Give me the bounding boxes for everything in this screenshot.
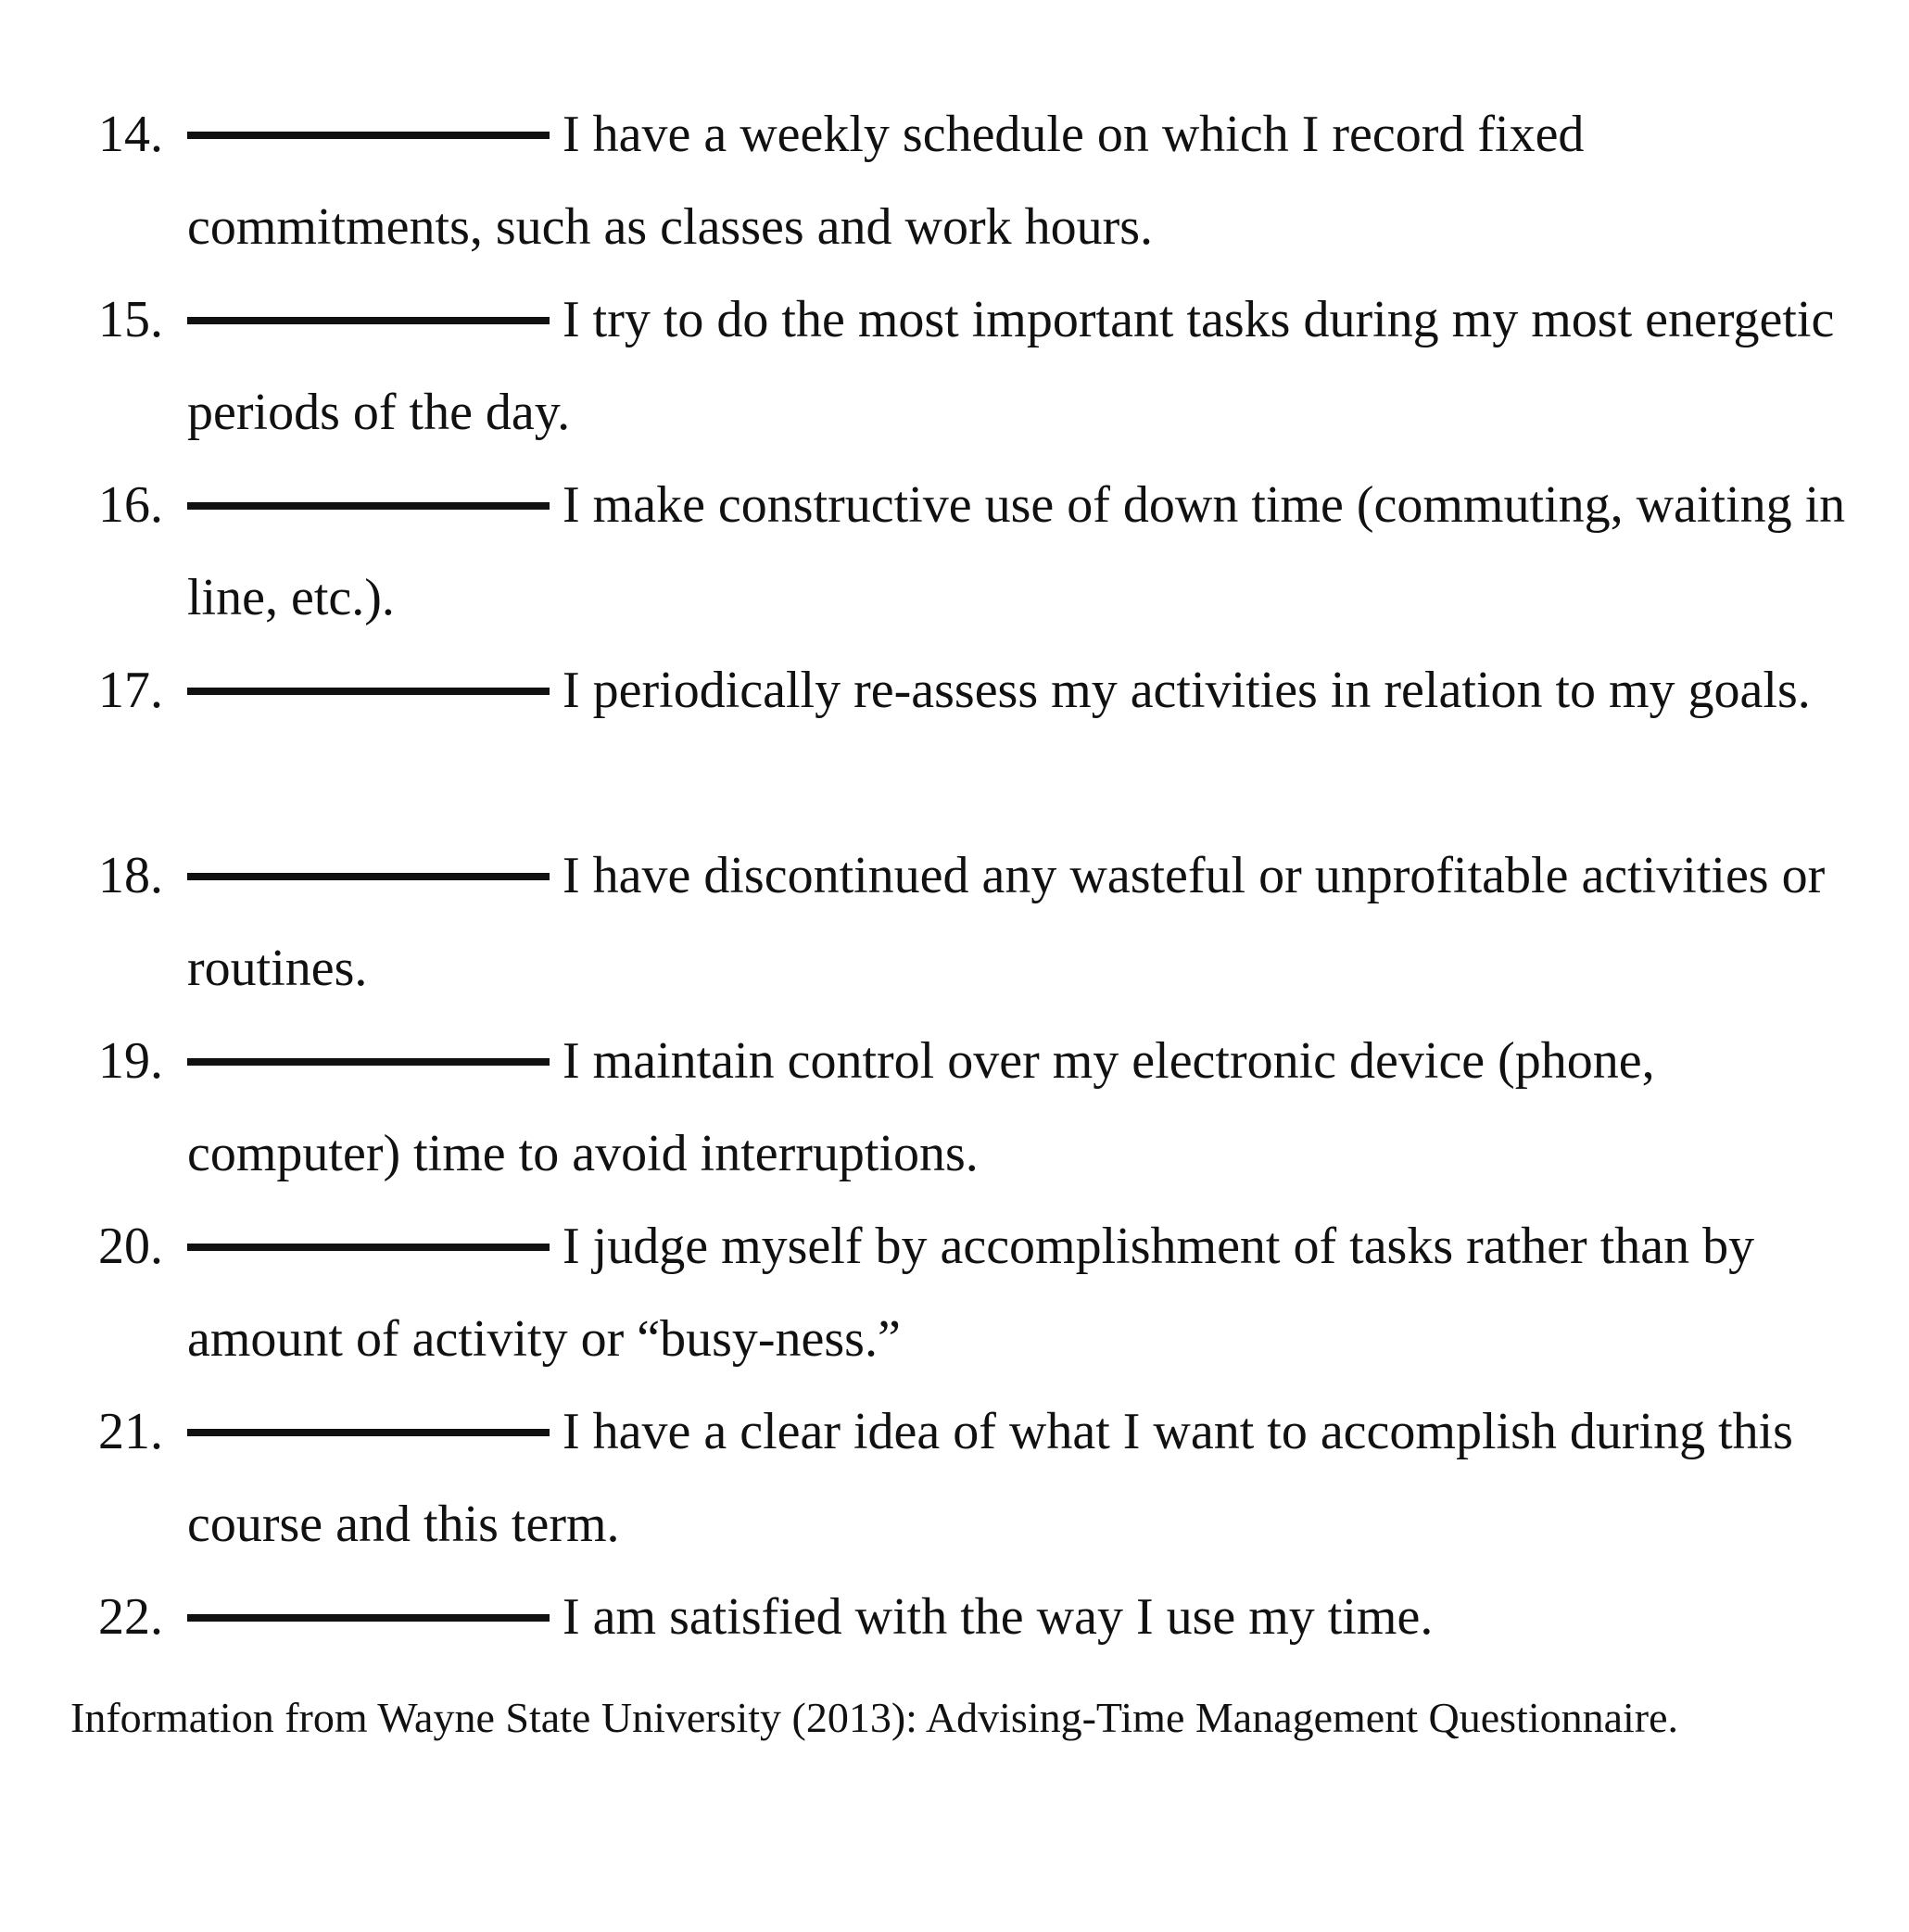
questionnaire-item <box>0 829 1909 1015</box>
item-text: I am satisfied with the way I use my time. <box>563 1588 1434 1646</box>
questionnaire-item <box>0 88 1909 273</box>
item-text: I make constructive use of down time (commuting, waiting in line, etc.). <box>187 476 1846 626</box>
item-number: 20. <box>98 1218 163 1275</box>
item-text: I judge myself by accomplishment of tasks rather than by amount of activity or “busy-ness.” <box>187 1218 1755 1368</box>
item-text: I have a clear idea of what I want to accomplish during this course and this term. <box>187 1403 1793 1553</box>
item-number: 22. <box>98 1588 163 1646</box>
questionnaire-item <box>0 1200 1909 1385</box>
item-number: 14. <box>98 106 163 163</box>
item-number: 17. <box>98 662 163 719</box>
item-number: 15. <box>98 291 163 348</box>
item-text: I have a weekly schedule on which I record fixed commitments, such as classes and work hours. <box>187 106 1585 256</box>
questionnaire-item <box>0 1015 1909 1200</box>
questionnaire-item <box>0 1385 1909 1571</box>
item-number: 18. <box>98 847 163 904</box>
item-number: 16. <box>98 476 163 534</box>
item-number: 19. <box>98 1032 163 1090</box>
item-number: 21. <box>98 1403 163 1460</box>
questionnaire-list <box>0 88 1909 1756</box>
questionnaire-item <box>0 273 1909 459</box>
source-footnote: Information from Wayne State University (2013): Advising-Time Management Questionnaire. <box>70 1694 1679 1741</box>
questionnaire-item <box>0 644 1909 829</box>
questionnaire-item <box>0 459 1909 644</box>
item-text: I periodically re-assess my activities in relation to my goals. <box>563 662 1811 719</box>
item-text: I maintain control over my electronic device (phone, computer) time to avoid interruptions. <box>187 1032 1655 1182</box>
item-text: I try to do the most important tasks during my most energetic periods of the day. <box>187 291 1835 441</box>
item-text: I have discontinued any wasteful or unprofitable activities or routines. <box>187 847 1826 997</box>
